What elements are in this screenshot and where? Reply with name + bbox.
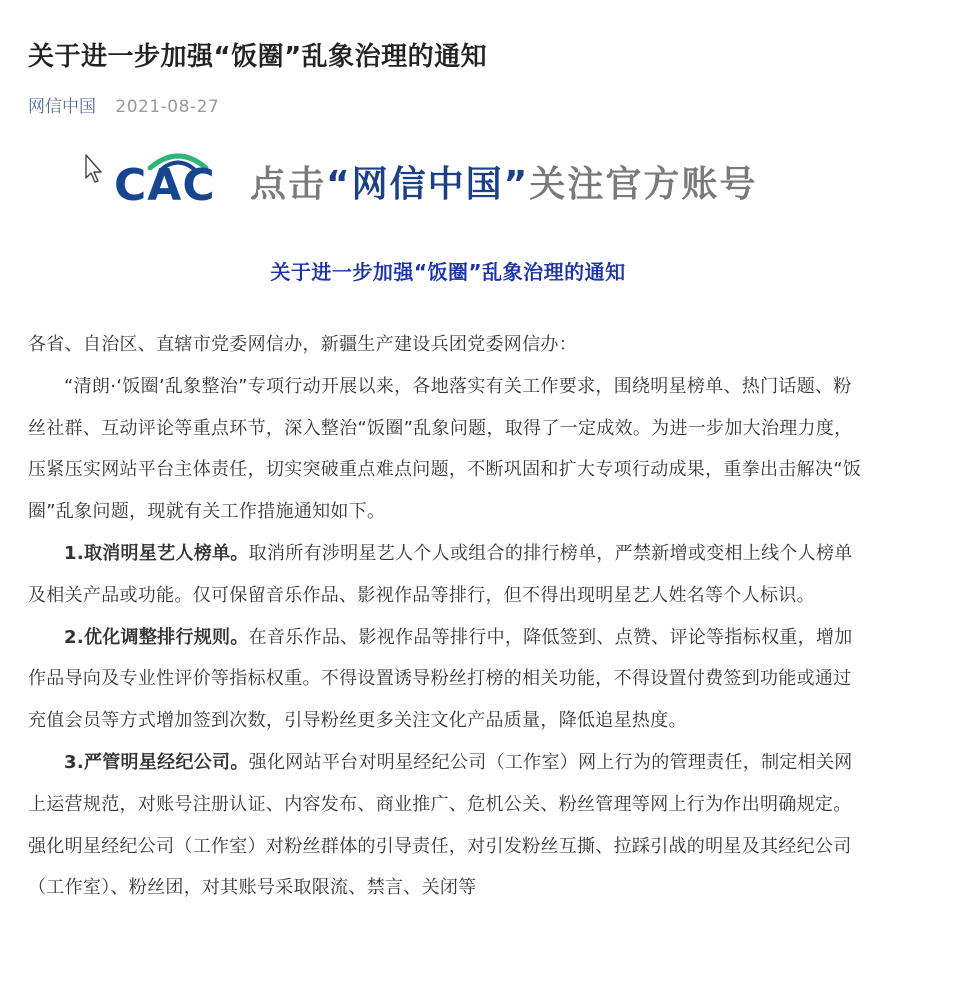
mouse-cursor-icon bbox=[84, 154, 104, 184]
slogan-account: “网信中国” bbox=[326, 164, 530, 205]
cac-logo bbox=[114, 150, 224, 211]
item-3-title: 3.严管明星经纪公司。 bbox=[64, 751, 249, 773]
follow-banner[interactable] bbox=[84, 150, 844, 210]
slogan-prefix: 点击 bbox=[250, 164, 327, 205]
account-name-link[interactable]: 网信中国 bbox=[28, 97, 96, 117]
notice-body bbox=[28, 324, 868, 909]
slogan-suffix: 关注官方账号 bbox=[529, 164, 758, 205]
item-2-text: 在音乐作品、影视作品等排行中，降低签到、点赞、评论等指标权重，增加作品导向及专业性评价等指标权重。不得设置诱导粉丝打榜的相关功能，不得设置付费签到功能或通过充值会员等方式增加签到次数，引导粉丝更多关注文化产品质量，降低追星热度。 bbox=[28, 626, 853, 732]
notice-item-3 bbox=[28, 742, 868, 909]
notice-item-2 bbox=[28, 617, 868, 742]
article-meta bbox=[28, 92, 219, 117]
notice-heading: 关于进一步加强“饭圈”乱象治理的通知 bbox=[270, 260, 626, 284]
notice-item-1 bbox=[28, 533, 868, 617]
article-title: 关于进一步加强“饭圈”乱象治理的通知 bbox=[28, 42, 488, 72]
salutation: 各省、自治区、直辖市党委网信办，新疆生产建设兵团党委网信办： bbox=[28, 334, 577, 355]
item-2-title: 2.优化调整排行规则。 bbox=[64, 626, 249, 648]
item-3-text: 强化网站平台对明星经纪公司（工作室）网上行为的管理责任，制定相关网上运营规范，对账号注册认证、内容发布、商业推广、危机公关、粉丝管理等网上行为作出明确规定。强化明星经纪公司（工作室）对粉丝群体的引导责任，对引发粉丝互撕、拉踩引战的明星及其经纪公司（工作室）、粉丝团，对其账号采取限流、禁言、关闭等 bbox=[28, 751, 853, 899]
follow-slogan bbox=[250, 156, 757, 207]
publish-date: 2021-08-27 bbox=[115, 97, 220, 117]
intro-paragraph: “清朗·‘饭圈’乱象整治”专项行动开展以来，各地落实有关工作要求，围绕明星榜单、热门话题、粉丝社群、互动评论等重点环节，深入整治“饭圈”乱象问题，取得了一定成效。为进一步加大治理力度，压紧压实网站平台主体责任，切实突破重点难点问题，不断巩固和扩大专项行动成果，重拳出击解决“饭圈”乱象问题，现就有关工作措施通知如下。 bbox=[28, 375, 862, 523]
item-1-text: 取消所有涉明星艺人个人或组合的排行榜单，严禁新增或变相上线个人榜单及相关产品或功能。仅可保留音乐作品、影视作品等排行，但不得出现明星艺人姓名等个人标识。 bbox=[28, 542, 853, 606]
item-1-title: 1.取消明星艺人榜单。 bbox=[64, 542, 249, 564]
logo-text: CAC bbox=[114, 160, 216, 211]
